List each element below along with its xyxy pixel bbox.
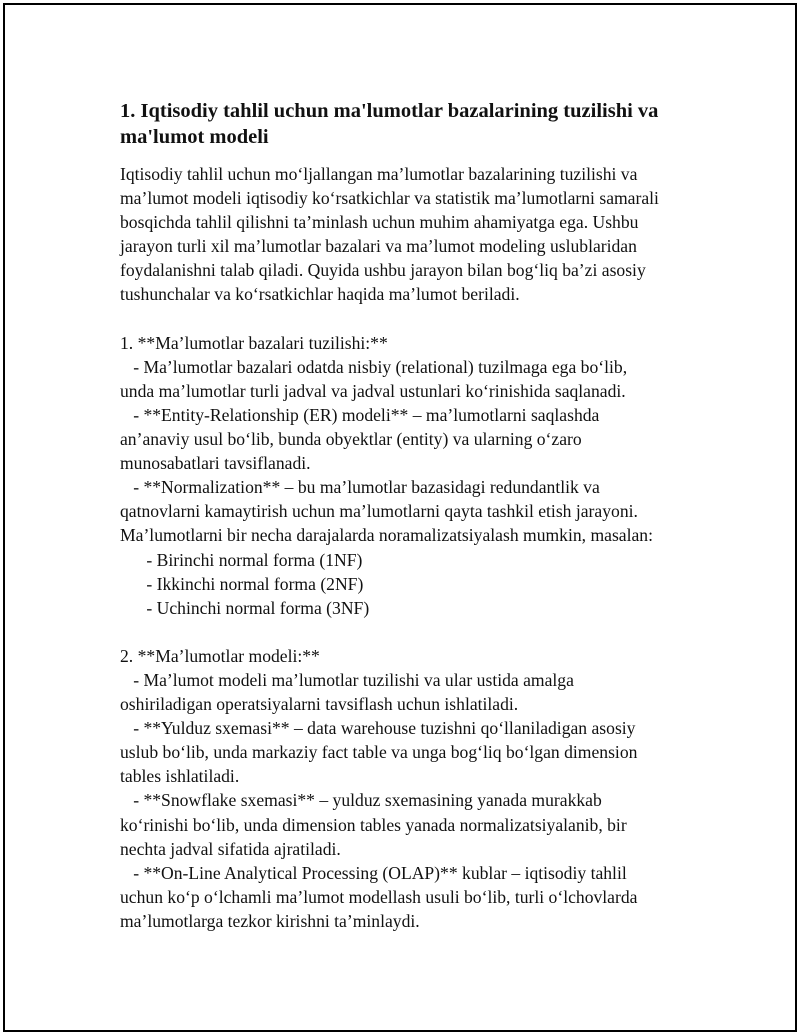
body-line: nechta jadval sifatida ajratiladi.: [120, 838, 341, 859]
body-line: foydalanishni talab qiladi. Quyida ushbu jarayon bilan bogʻliq baʼzi asosiy: [120, 260, 646, 281]
body-line: koʻrinishi boʻlib, unda dimension tables yanada normalizatsiyalanib, bir: [120, 814, 627, 835]
body-line: tushunchalar va koʻrsatkichlar haqida maʼlumot beriladi.: [120, 284, 520, 305]
body-line: - **Snowflake sxemasi** – yulduz sxemasining yanada murakkab: [120, 790, 602, 811]
body-line: Iqtisodiy tahlil uchun moʻljallangan maʼlumotlar bazalarining tuzilishi va: [120, 164, 638, 184]
body-line: - Maʼlumotlar bazalari odatda nisbiy (relational) tuzilmaga ega boʻlib,: [120, 356, 628, 377]
body-line: - Maʼlumot modeli maʼlumotlar tuzilishi va ular ustida amalga: [120, 669, 574, 690]
body-line: - **Entity-Relationship (ER) modeli** – maʼlumotlarni saqlashda: [120, 404, 600, 425]
document-content: [120, 98, 700, 933]
body-line: tables ishlatiladi.: [120, 766, 240, 787]
blank-line: [120, 620, 700, 644]
blank-line: [120, 307, 700, 331]
section-heading: 1. **Maʼlumotlar bazalari tuzilishi:**: [120, 332, 388, 353]
body-line: - **Normalization** – bu maʼlumotlar bazasidagi redundantlik va: [120, 477, 600, 498]
document-page: [3, 3, 797, 1032]
body-line: maʼlumot modeli iqtisodiy koʻrsatkichlar va statistik maʼlumotlarni samarali: [120, 188, 659, 209]
document-heading: 1. Iqtisodiy tahlil uchun ma'lumotlar bazalarining tuzilishi va ma'lumot modeli: [120, 100, 659, 148]
section-heading: 2. **Maʼlumotlar modeli:**: [120, 645, 320, 666]
body-line: jarayon turli xil maʼlumotlar bazalari va maʼlumot modeling uslublaridan: [120, 236, 637, 257]
body-line: Maʼlumotlarni bir necha darajalarda noramalizatsiyalash mumkin, masalan:: [120, 525, 653, 546]
list-item: - Birinchi normal forma (1NF): [120, 549, 363, 570]
document-body: [120, 162, 700, 933]
body-line: bosqichda tahlil qilishni taʼminlash uchun muhim ahamiyatga ega. Ushbu: [120, 212, 639, 233]
body-line: anʼanaviy usul boʻlib, bunda obyektlar (entity) va ularning oʻzaro: [120, 429, 582, 450]
body-line: uchun koʻp oʻlchamli maʼlumot modellash usuli boʻlib, turli oʻlchovlarda: [120, 886, 638, 907]
list-item: - Ikkinchi normal forma (2NF): [120, 573, 364, 594]
body-line: munosabatlari tavsiflanadi.: [120, 453, 311, 474]
body-line: unda maʼlumotlar turli jadval va jadval ustunlari koʻrinishida saqlanadi.: [120, 380, 626, 401]
body-line: uslub boʻlib, unda markaziy fact table va unga bogʻliq boʻlgan dimension: [120, 742, 638, 763]
body-line: - **Yulduz sxemasi** – data warehouse tuzishni qoʻllaniladigan asosiy: [120, 718, 636, 739]
list-item: - Uchinchi normal forma (3NF): [120, 597, 370, 618]
body-line: oshiriladigan operatsiyalarni tavsiflash uchun ishlatiladi.: [120, 694, 519, 715]
body-line: - **On-Line Analytical Processing (OLAP)** kublar – iqtisodiy tahlil: [120, 862, 627, 883]
body-line: maʼlumotlarga tezkor kirishni taʼminlaydi.: [120, 910, 420, 931]
body-line: qatnovlarni kamaytirish uchun maʼlumotlarni qayta tashkil etish jarayoni.: [120, 501, 638, 522]
